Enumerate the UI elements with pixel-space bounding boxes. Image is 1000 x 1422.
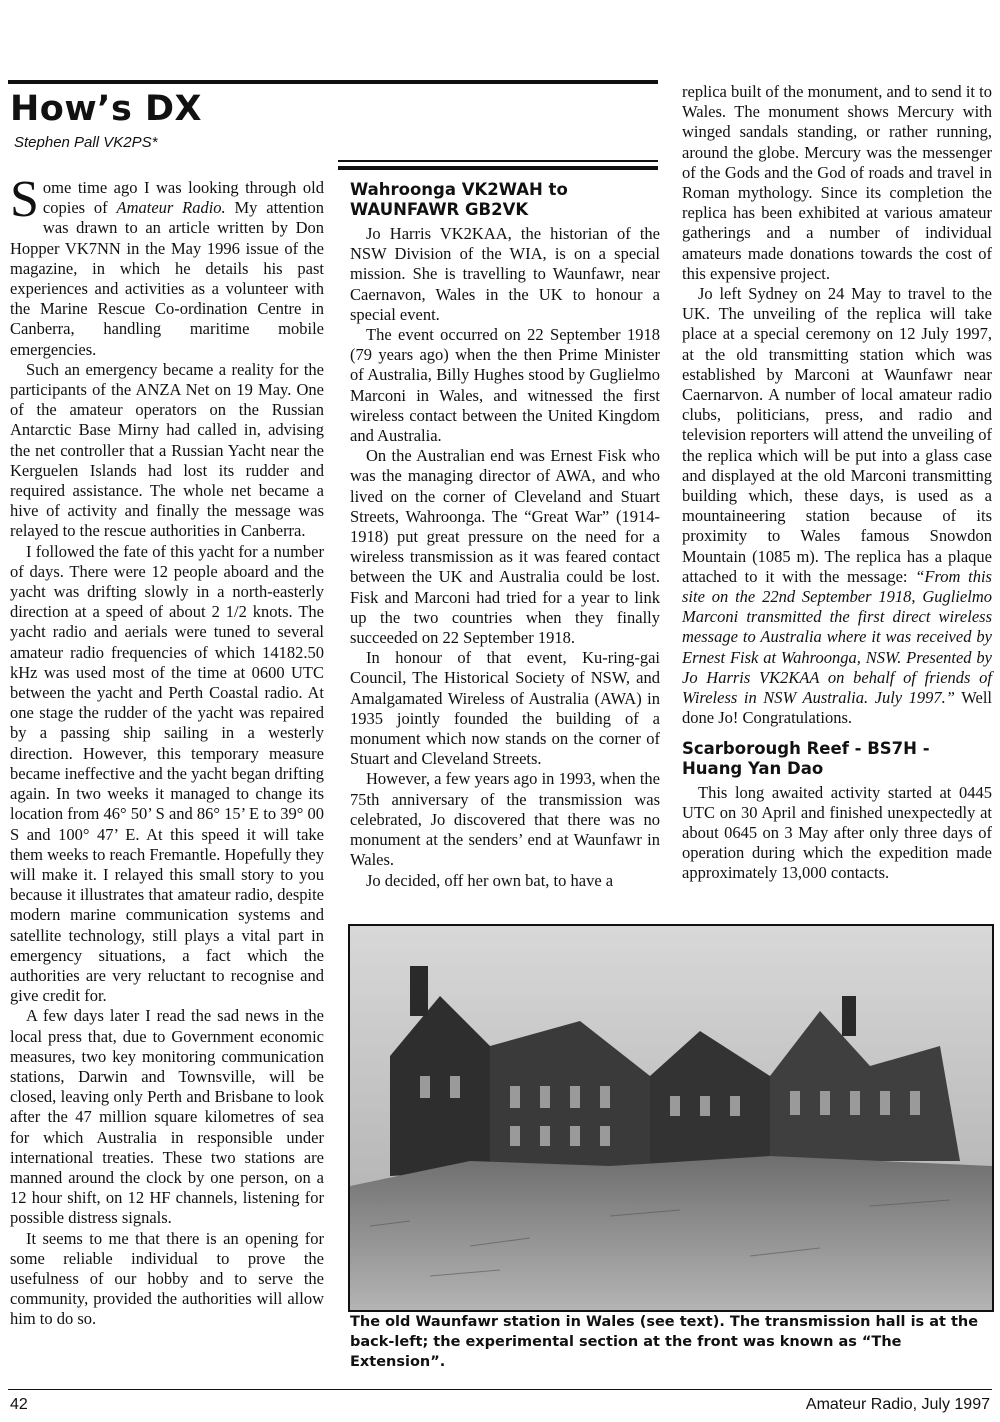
publication-footer: Amateur Radio, July 1997 bbox=[805, 1396, 990, 1413]
article-byline: Stephen Pall VK2PS* bbox=[14, 134, 158, 151]
col2-paragraph-5: However, a few years ago in 1993, when the 75th anniversary of the transmission was celebrated, Jo discovered that there was no monument at the senders’ end at Waunfawr in Wales. bbox=[350, 769, 660, 870]
col1-paragraph-4: A few days later I read the sad news in the local press that, due to Government economic measures, two key monitoring communication stations, Darwin and Townsville, will be closed, leaving only Perth and Brisbane to look after the 47 million square kilometres of sea for which Australia in responsible under international treaties. These two stations are manned around the clock by one person, on a 12 hour shift, on 12 HF channels, listening for possible distress signals. bbox=[10, 1006, 324, 1228]
col2-paragraph-4: In honour of that event, Ku-ring-gai Council, The Historical Society of NSW, and Amalgamated Wireless of Australia (AWA) in 1935 jointly founded the building of a monument which now stands on the corner of Stuart and Cleveland Streets. bbox=[350, 648, 660, 769]
station-photo-drawing bbox=[350, 926, 992, 1310]
col2-paragraph-2: The event occurred on 22 September 1918 (79 years ago) when the then Prime Minister of Australia, Billy Hughes stood by Guglielmo Marconi in Wales, and witnessed the first wireless contact between the United Kingdom and Australia. bbox=[350, 325, 660, 446]
article-title: How’s DX bbox=[10, 89, 203, 129]
col1-paragraph-3: I followed the fate of this yacht for a number of days. There were 12 people aboard and the yacht was drifting slowly in a north-easterly direction at a speed of about 2 1/2 knots. The yacht radio and aerials were tuned to several amateur radio frequencies of which 14182.50 kHz was used most of the time at 0600 UTC between the yacht and Perth Coastal radio. At one stage the rudder of the yacht was repaired by a passing ship sailing in a westerly direction. However, this temporary measure became ineffective and the yacht began drifting again. In two weeks it managed to change its location from 46° 50’ S and 86° 15’ E to 39° 00 S and 100° 47’ E. At this speed it will take them weeks to reach Fremantle. Hopefully they will make it. I relayed this small story to you because it illustrates that amateur radio, despite modern marine communication systems and satellite technology, still plays a vital part in emergency situations, a fact which the authorities are very reluctant to recognise and give credit for. bbox=[10, 541, 324, 1006]
column-3 bbox=[682, 82, 992, 884]
column-1 bbox=[10, 171, 324, 1330]
header-rule-bottom bbox=[338, 166, 658, 170]
col3-paragraph-2: Jo left Sydney on 24 May to travel to the UK. The unveiling of the replica will take place at a special ceremony on 12 July 1997, at the old transmitting station which was established by Marconi at Waunfawr near Caernarvon. A number of local amateur radio clubs, politicians, press, and radio and television reporters will attend the unveiling of the replica which will be put into a glass case and displayed at the old Marconi transmitting building which, these days, is used as a mountaineering station because of its proximity to Wales famous Snowdon Mountain (1085 m). The replica has a plaque attached to it with the message: “From this site on the 22nd September 1918, Guglielmo Marconi transmitted the first direct wireless message to Australia where it was received by Ernest Fisk at Wahroonga, NSW. Presented by Jo Harris VK2KAA on behalf of friends of Wireless in NSW Australia. July 1997.” Well done Jo! Congratulations. bbox=[682, 284, 992, 728]
col3-paragraph-3: This long awaited activity started at 0445 UTC on 30 April and finished unexpectedly at about 0645 on 3 May after only three days of operation during which the expedition made approximately 13,000 contacts. bbox=[682, 782, 992, 883]
col1-paragraph-5: It seems to me that there is an opening for some reliable individual to prove the usefulness of our hobby and to serve the community, provided the authorities will allow him to do so. bbox=[10, 1228, 324, 1329]
footer-rule bbox=[8, 1389, 992, 1390]
col1-paragraph-1: Some time ago I was looking through old copies of Amateur Radio. My attention was drawn to an article written by Don Hopper VK7NN in the May 1996 issue of the magazine, in which he details his past experiences and activities as a volunteer with the Marine Rescue Co-ordination Centre in Canberra, handling maritime mobile emergencies. bbox=[10, 171, 324, 359]
col1-paragraph-2: Such an emergency became a reality for the participants of the ANZA Net on 19 May. One of the amateur operators on the Russian Antarctic Base Mirny had called in, advising the net controller that a Russian Yacht near the Kerguelen Islands had lost its rudder and required assistance. The whole net became a hive of activity and finally the message was relayed to the rescue authorities in Canberra. bbox=[10, 359, 324, 541]
header-rule-mid bbox=[338, 160, 658, 162]
col2-paragraph-3: On the Australian end was Ernest Fisk who was the managing director of AWA, and who lived on the corner of Cleveland and Stuart Streets, Wahroonga. The “Great War” (1914-1918) put great pressure on the need for a wireless transmission as it was feared contact between the UK and Australia could be lost. Fisk and Marconi had tried for a year to link up the two countries when they finally succeeded on 22 September 1918. bbox=[350, 446, 660, 648]
page-number: 42 bbox=[10, 1396, 28, 1413]
header-rule-top bbox=[8, 80, 658, 84]
column-2 bbox=[350, 180, 660, 891]
section-heading-scarborough: Scarborough Reef - BS7H - Huang Yan Dao bbox=[682, 738, 930, 778]
station-photo bbox=[348, 924, 994, 1312]
col2-paragraph-1: Jo Harris VK2KAA, the historian of the NSW Division of the WIA, is on a special mission. She is travelling to Waunfawr, near Caernavon, Wales in the UK to honour a special event. bbox=[350, 224, 660, 324]
col2-paragraph-6: Jo decided, off her own bat, to have a bbox=[366, 870, 614, 890]
figure-caption: The old Waunfawr station in Wales (see text). The transmission hall is at the back-left; the experimental section at the front was known as “The Extension”. bbox=[350, 1314, 979, 1370]
col3-paragraph-1: replica built of the monument, and to send it to Wales. The monument shows Mercury with winged sandals standing, or rather running, around the globe. Mercury was the messenger of the Gods and the God of roads and travel in Roman mythology. Since its completion the replica has been exhibited at various amateur gatherings and a number of individual amateurs made donations towards the cost of this expensive project. bbox=[682, 82, 992, 283]
section-heading-wahroonga: Wahroonga VK2WAH to WAUNFAWR GB2VK bbox=[350, 180, 568, 219]
drop-cap: S bbox=[10, 171, 39, 228]
